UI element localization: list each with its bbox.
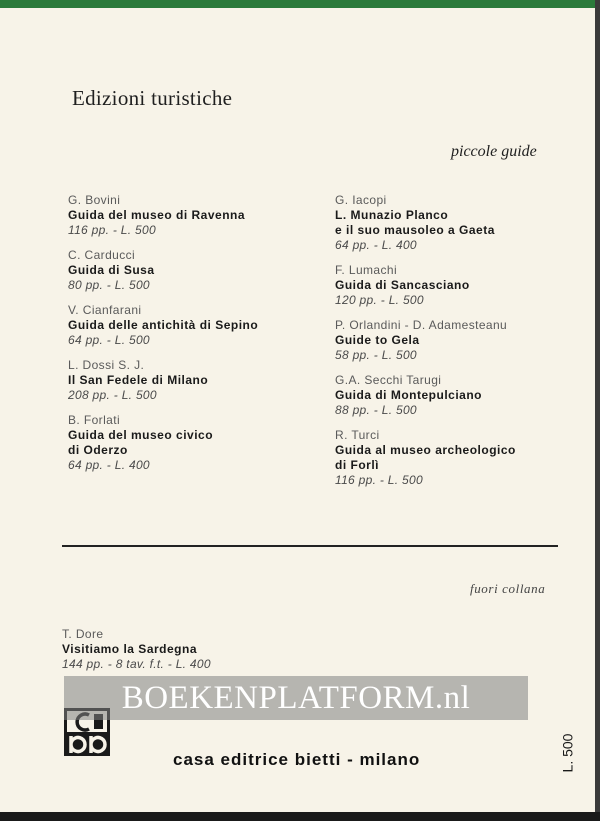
- divider-rule: [62, 545, 558, 547]
- publisher-name: casa editrice bietti - milano: [173, 750, 421, 769]
- book-entry: [68, 413, 308, 473]
- right-book-column: [335, 193, 575, 498]
- book-author: G. Bovini: [68, 193, 121, 207]
- book-title: Guida del museo civico: [68, 428, 214, 442]
- book-author: G.A. Secchi Tarugi: [335, 373, 442, 387]
- book-title: L. Munazio Planco: [335, 208, 449, 222]
- book-author: G. Iacopi: [335, 193, 387, 207]
- book-entry: [335, 373, 575, 418]
- series-title: Edizioni turistiche: [72, 86, 233, 110]
- book-title: Guida delle antichità di Sepino: [68, 318, 259, 332]
- book-title: Guida del museo di Ravenna: [68, 208, 246, 222]
- outside-series-entry: [62, 627, 362, 682]
- book-author: P. Orlandini - D. Adamesteanu: [335, 318, 508, 332]
- book-author: V. Cianfarani: [68, 303, 142, 317]
- book-entry: [68, 248, 308, 293]
- book-info: 64 pp. - L. 400: [335, 238, 417, 252]
- book-title: Guida di Susa: [68, 263, 155, 277]
- book-info: 120 pp. - L. 500: [335, 293, 424, 307]
- book-author: B. Forlati: [68, 413, 121, 427]
- book-title: Guida al museo archeologico: [335, 443, 516, 457]
- watermark-banner: BOEKENPLATFORM.nl: [64, 676, 528, 720]
- left-book-column: [68, 193, 308, 483]
- book-title: Guide to Gela: [335, 333, 420, 347]
- book-info: 116 pp. - L. 500: [335, 473, 423, 487]
- book-title: Il San Fedele di Milano: [68, 373, 209, 387]
- cover-price: L. 500: [559, 733, 576, 773]
- book-info: 80 pp. - L. 500: [68, 278, 150, 292]
- book-author: F. Lumachi: [335, 263, 398, 277]
- book-author: C. Carducci: [68, 248, 136, 262]
- section-label-small-guides: piccole guide: [451, 143, 537, 160]
- book-info: 64 pp. - L. 500: [68, 333, 150, 347]
- book-title-line-2: di Forlì: [335, 458, 379, 472]
- bottom-edge-strip: [0, 812, 600, 821]
- book-title: Guida di Sancasciano: [335, 278, 470, 292]
- book-title: Visitiamo la Sardegna: [62, 642, 197, 656]
- book-entry: [335, 193, 575, 253]
- book-entry: [68, 193, 308, 238]
- book-info: 88 pp. - L. 500: [335, 403, 417, 417]
- book-info: 116 pp. - L. 500: [68, 223, 156, 237]
- book-title-line-2: di Oderzo: [68, 443, 128, 457]
- book-author: T. Dore: [62, 627, 104, 641]
- book-info: 208 pp. - L. 500: [68, 388, 157, 402]
- book-title: Guida di Montepulciano: [335, 388, 482, 402]
- book-author: R. Turci: [335, 428, 380, 442]
- book-entry: [62, 627, 362, 672]
- book-entry: [335, 318, 575, 363]
- top-edge-strip: [0, 0, 597, 8]
- book-info: 144 pp. - 8 tav. f.t. - L. 400: [62, 657, 211, 671]
- book-info: 58 pp. - L. 500: [335, 348, 417, 362]
- book-author: L. Dossi S. J.: [68, 358, 145, 372]
- right-edge-strip: [595, 0, 600, 821]
- book-entry: [68, 303, 308, 348]
- book-entry: [335, 428, 575, 488]
- book-entry: [68, 358, 308, 403]
- book-title-line-2: e il suo mausoleo a Gaeta: [335, 223, 495, 237]
- book-info: 64 pp. - L. 400: [68, 458, 150, 472]
- book-entry: [335, 263, 575, 308]
- section-label-outside-series: fuori collana: [470, 581, 546, 596]
